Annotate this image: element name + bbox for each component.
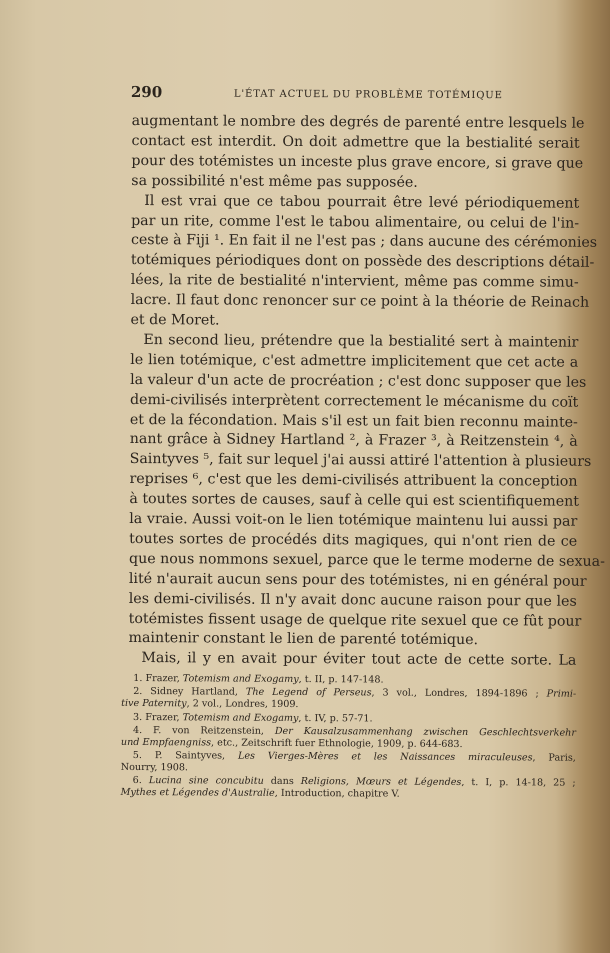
footnote-text: 2. Sidney Hartland, (133, 685, 246, 698)
text-line: augmentant le nombre des degrés de parenté entre lesquels le (131, 112, 585, 132)
text-line: lité n'aurait aucun sens pour des totémistes, ni en général pour (128, 570, 587, 590)
footnote-text: 1. Frazer, (133, 672, 183, 685)
footnote-title: Totemism and Exogamy (182, 712, 299, 724)
text-line: Saintyves ⁵, fait sur lequel j'ai aussi attiré l'attention à plusieurs (129, 451, 592, 471)
footnote-text: 6. (132, 774, 149, 787)
text-line: En second lieu, prétendre que la bestialité sert à maintenir (143, 331, 579, 351)
footnote-text: , etc., Zeitschrift fuer Ethnologie, 1909, p. 644-683. (211, 737, 463, 750)
text-line: nant grâce à Sidney Hartland ², à Frazer ³, à Reitzenstein ⁴, à (129, 431, 578, 451)
text-line: le lien totémique, c'est admettre implicitement que cet acte a (130, 351, 579, 371)
footnote-title: Lucina sine concubitu (148, 775, 264, 787)
text-line: Il est vrai que ce tabou pourrait être levé périodiquement (144, 192, 580, 212)
text-line: toutes sortes de procédés dits magiques, qui n'ont rien de ce (129, 530, 578, 550)
text-line: par un rite, comme l'est le tabou alimentaire, ou celui de l'in- (131, 212, 580, 232)
footnote-title: Totemism and Exogamy (182, 673, 299, 685)
text-line: contact est interdit. On doit admettre que la bestialité serait (131, 132, 580, 152)
footnote-text: , t. II, p. 147-148. (298, 673, 384, 686)
running-title: L'ÉTAT ACTUEL DU PROBLÈME TOTÉMIQUE (233, 88, 503, 102)
footnote-title: tive Paternity (121, 697, 187, 710)
footnote-text: dans (263, 775, 301, 788)
text-line: et de la fécondation. Mais s'il est un fait bien reconnu mainte- (129, 411, 578, 431)
footnote-title: und Empfaengniss (120, 736, 212, 749)
footnote-text: Nourry, 1908. (120, 761, 189, 774)
footnote-title: Mythes et Légendes d'Australie (120, 786, 275, 799)
text-line: les demi-civilisés. Il n'y avait donc aucune raison pour que les (128, 590, 577, 610)
footnote-text: , Introduction, chapitre V. (274, 787, 400, 800)
footnote-title: Les Vierges-Mères et les Naissances miraculeuses (237, 750, 533, 764)
footnote-text: 5. P. Saintyves, (132, 749, 239, 762)
text-line: Mais, il y en avait pour éviter tout acte de cette sorte. La (141, 650, 577, 669)
text-line: reprises ⁶, c'est que les demi-civilisés attribuent la conception (129, 471, 578, 490)
footnote-title: The Legend of Perseus (245, 686, 372, 699)
text-line: la valeur d'un acte de procréation ; c'est donc supposer que les (130, 371, 587, 391)
text-line: totémiques périodiques dont on possède des descriptions détail- (130, 252, 595, 272)
text-line: ceste à Fiji ¹. En fait il ne l'est pas ; dans aucune des cérémonies (130, 232, 598, 252)
text-line: sa possibilité n'est même pas supposée. (131, 172, 418, 191)
text-line: lacre. Il faut donc renoncer sur ce point à la théorie de Reinach (130, 292, 590, 311)
footnote-text: , t. I, p. 14-18, 25 ; (461, 776, 576, 789)
text-line: pour des totémistes un inceste plus grave encore, si grave que (131, 152, 584, 172)
footnote-text: , 2 vol., Londres, 1909. (186, 698, 299, 710)
text-line: demi-civilisés interprètent correctement le mécanisme du coït (129, 391, 579, 411)
footnote-text: 4. F. von Reitzenstein, (132, 724, 275, 737)
text-line: maintenir constant le lien de parenté totémique. (128, 630, 479, 649)
footnote-text: , t. IV, p. 57-71. (298, 712, 373, 725)
footnote-title: Der Kausalzusammenhang zwischen Geschlechtsverkehr (274, 725, 577, 739)
footnote-title: Religions, Mœurs et Légendes (300, 776, 462, 788)
footnote-line (121, 698, 576, 713)
footnote-text: , 3 vol., Londres, 1894-1896 ; (371, 687, 547, 700)
footnote-title: Primi- (546, 688, 577, 700)
text-line: et de Moret. (130, 311, 220, 329)
text-line: lées, la rite de bestialité n'intervient, même pas comme simu- (130, 272, 579, 291)
page-number: 290 (130, 82, 163, 102)
footnote-text: 3. Frazer, (133, 711, 183, 724)
text-line: totémistes fissent usage de quelque rite sexuel que ce fût pour (128, 610, 582, 630)
footnote-line (121, 787, 576, 802)
footnote-text: , Paris, (532, 752, 576, 764)
text-line: la vraie. Aussi voit-on le lien totémique maintenu lui aussi par (129, 510, 578, 530)
text-line: à toutes sortes de causes, sauf à celle qui est scientifiquement (129, 491, 580, 510)
text-line: que nous nommons sexuel, parce que le terme moderne de sexua- (128, 550, 605, 570)
